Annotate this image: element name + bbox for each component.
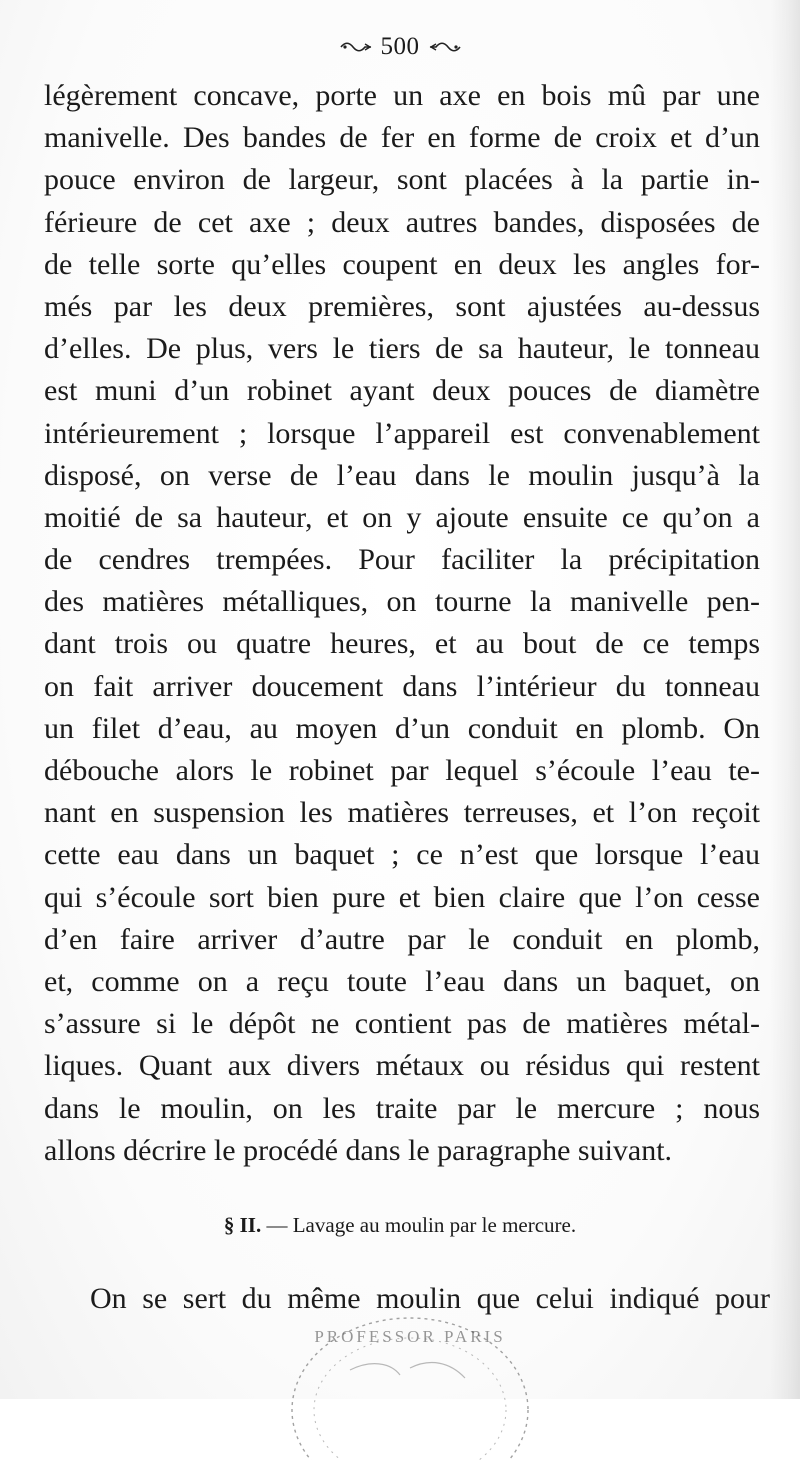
- text-line: moitié de sa hauteur, et on y ajoute ensuite ce qu’on a: [44, 500, 760, 534]
- text-line: pouce environ de largeur, sont placées à la partie in-: [44, 163, 760, 197]
- text-line: un filet d’eau, au moyen d’un conduit en plomb. On: [44, 711, 760, 745]
- text-line-last: allons décrire le procédé dans le paragraphe suivant.: [44, 1133, 673, 1167]
- text-line: dant trois ou quatre heures, et au bout de ce temps: [44, 627, 760, 661]
- text-line: débouche alors le robinet par lequel s’écoule l’eau te-: [44, 754, 760, 787]
- text-line: on fait arriver doucement dans l’intérieur du tonneau: [44, 669, 760, 703]
- right-ornament-icon: [428, 40, 462, 54]
- text-line: légèrement concave, porte un axe en bois mû par une: [44, 79, 760, 112]
- text-line: d’elles. De plus, vers le tiers de sa hauteur, le tonneau: [44, 332, 760, 366]
- text-line: cette eau dans un baquet ; ce n’est que lorsque l’eau: [44, 838, 760, 872]
- text-line: s’assure si le dépôt ne contient pas de matières métal-: [44, 1007, 760, 1041]
- text-line: liques. Quant aux divers métaux ou résidus qui restent: [44, 1049, 760, 1083]
- text-line: dans le moulin, on les traite par le mercure ; nous: [44, 1091, 760, 1125]
- text-line: intérieurement ; lorsque l’appareil est convenablement: [44, 416, 760, 450]
- text-line: de telle sorte qu’elles coupent en deux les angles for-: [44, 247, 760, 281]
- text-line: des matières métalliques, on tourne la manivelle pen-: [44, 585, 760, 619]
- section-number: § II.: [223, 1213, 262, 1237]
- next-paragraph-line: On se sert du même moulin que celui indiqué pour: [90, 1282, 770, 1315]
- text-line: nant en suspension les matières terreuses, et l’on reçoit: [44, 796, 760, 830]
- text-line: disposé, on verse de l’eau dans le moulin jusqu’à la: [44, 458, 760, 492]
- text-line: et, comme on a reçu toute l’eau dans un baquet, on: [44, 964, 760, 998]
- page-number: 500: [380, 33, 420, 60]
- text-line: d’en faire arriver d’autre par le conduit en plomb,: [44, 922, 760, 956]
- text-line: férieure de cet axe ; deux autres bandes, disposées de: [44, 205, 760, 239]
- text-line: est muni d’un robinet ayant deux pouces de diamètre: [44, 374, 760, 408]
- text-line: manivelle. Des bandes de fer en forme de croix et d’un: [44, 121, 760, 155]
- page-edge-shadow: [770, 0, 800, 1399]
- page-header: [0, 30, 800, 64]
- text-line: de cendres trempées. Pour faciliter la précipitation: [44, 543, 760, 577]
- text-line: qui s’écoule sort bien pure et bien claire que l’on cesse: [44, 880, 760, 914]
- library-stamp-icon: [280, 1300, 540, 1460]
- section-heading: [0, 1210, 800, 1240]
- text-line: més par les deux premières, sont ajustées au-dessus: [44, 289, 760, 323]
- section-title: — Lavage au moulin par le mercure.: [266, 1213, 577, 1237]
- svg-text:PROFESSOR PARIS: PROFESSOR PARIS: [314, 1327, 506, 1346]
- body-paragraph: [44, 75, 760, 1172]
- left-ornament-icon: [339, 40, 373, 54]
